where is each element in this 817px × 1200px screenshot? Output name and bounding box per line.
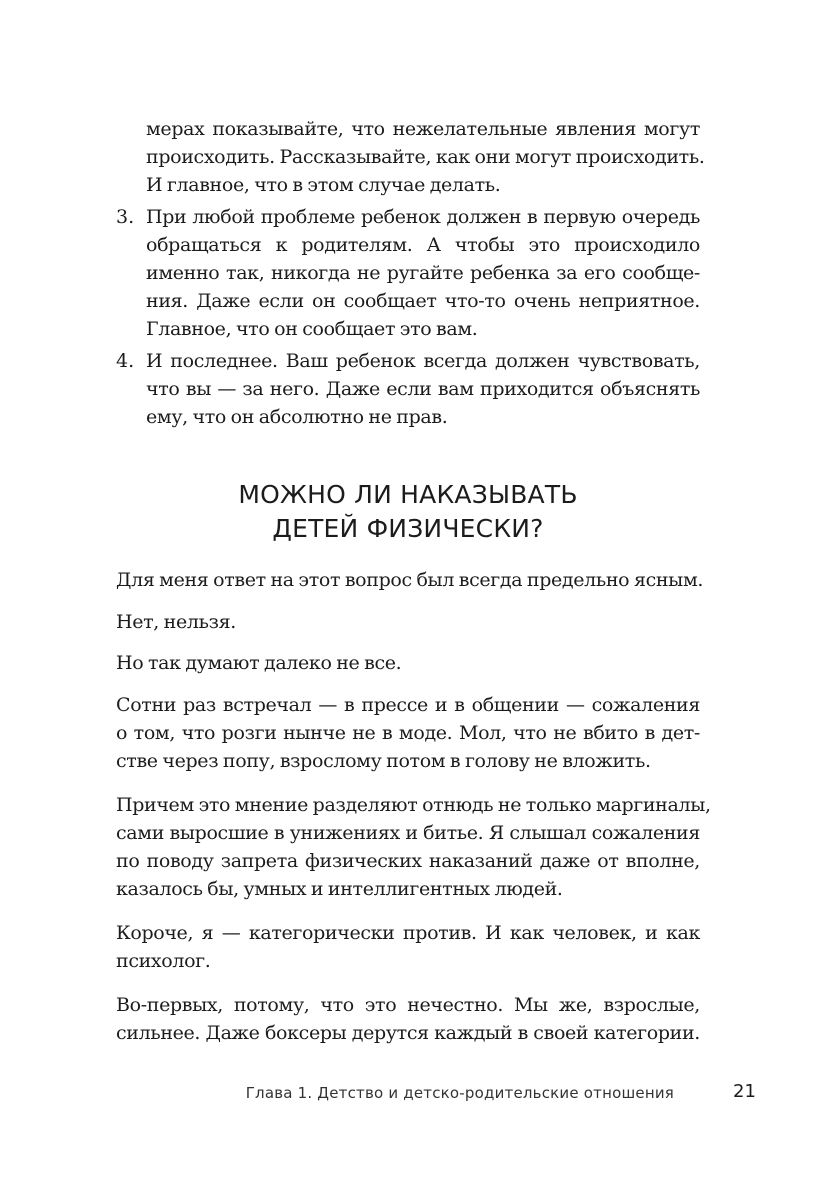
text-line: Но так думают далеко не все. bbox=[116, 652, 402, 674]
paragraph bbox=[116, 691, 700, 775]
text-line: по поводу запрета физических наказаний даже от вполне, bbox=[116, 850, 700, 872]
paragraph bbox=[116, 791, 711, 903]
text-line: сами выросшие в унижениях и битье. Я слышал сожаления bbox=[116, 822, 700, 844]
text-line: что вы — за него. Даже если вам приходится объяснять bbox=[146, 378, 700, 400]
list-item-continuation bbox=[146, 115, 705, 199]
text-line: Нет, нельзя. bbox=[116, 611, 236, 633]
text-line: Главное, что он сообщает это вам. bbox=[146, 318, 478, 340]
list-item-text bbox=[146, 203, 700, 343]
text-line: Во-первых, потому, что это нечестно. Мы же, взрослые, bbox=[116, 994, 700, 1016]
paragraph bbox=[116, 919, 700, 975]
text-line: о том, что розги нынче не в моде. Мол, что не вбито в дет- bbox=[116, 722, 700, 744]
text-line: сильнее. Даже боксеры дерутся каждый в своей категории. bbox=[116, 1022, 700, 1044]
paragraph bbox=[116, 991, 700, 1047]
text-line: Для меня ответ на этот вопрос был всегда предельно ясным. bbox=[116, 569, 704, 591]
heading-line: ДЕТЕЙ ФИЗИЧЕСКИ? bbox=[272, 514, 544, 543]
list-item-text bbox=[146, 347, 700, 431]
text-line: обращаться к родителям. А чтобы это происходило bbox=[146, 234, 700, 256]
text-line: При любой проблеме ребенок должен в первую очередь bbox=[146, 206, 700, 228]
page-number: 21 bbox=[733, 1081, 756, 1102]
text-line: И последнее. Ваш ребенок всегда должен чувствовать, bbox=[146, 350, 700, 372]
text-line: ния. Даже если он сообщает что-то очень неприятное. bbox=[146, 290, 700, 312]
text-line: мерах показывайте, что нежелательные явления могут bbox=[146, 118, 700, 140]
text-line: стве через попу, взрослому потом в голову не вложить. bbox=[116, 750, 651, 772]
text-line: ему, что он абсолютно не прав. bbox=[146, 406, 448, 428]
paragraph bbox=[116, 566, 704, 594]
paragraph bbox=[116, 649, 700, 677]
text-line: Сотни раз встречал — в прессе и в общении — сожаления bbox=[116, 694, 700, 716]
text-line: именно так, никогда не ругайте ребенка за его сообще- bbox=[146, 262, 700, 284]
text-line: казалось бы, умных и интеллигентных людей. bbox=[116, 878, 563, 900]
list-number: 4. bbox=[116, 350, 135, 372]
text-line: психолог. bbox=[116, 950, 211, 972]
list-number: 3. bbox=[116, 206, 135, 228]
text-line: И главное, что в этом случае делать. bbox=[146, 174, 501, 196]
paragraph bbox=[116, 608, 700, 636]
text-line: Причем это мнение разделяют отнюдь не только маргиналы, bbox=[116, 794, 711, 816]
text-line: Короче, я — категорически против. И как человек, и как bbox=[116, 922, 700, 944]
section-heading bbox=[116, 478, 700, 546]
running-footer-chapter-title: Глава 1. Детство и детско-родительские отношения bbox=[245, 1084, 674, 1102]
text-line: происходить. Рассказывайте, как они могут происходить. bbox=[146, 146, 705, 168]
heading-line: МОЖНО ЛИ НАКАЗЫВАТЬ bbox=[238, 480, 578, 509]
